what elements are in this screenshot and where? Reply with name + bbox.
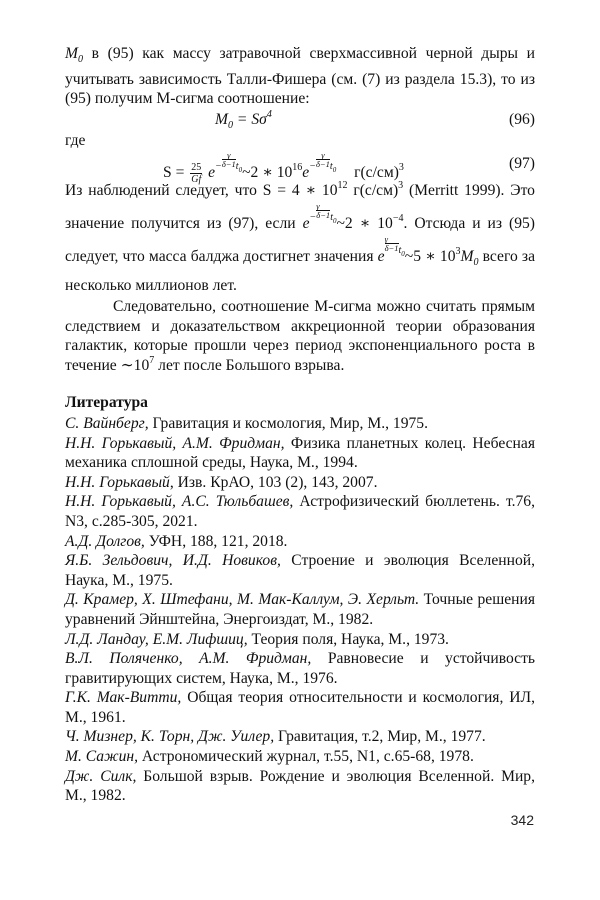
reference-item xyxy=(65,747,535,767)
reference-authors: Д. Крамер, Х. Штефани, М. Мак-Каллум, Э. Херльт. xyxy=(65,591,420,609)
exponent-2: − γ δ−1 t0 xyxy=(309,149,337,174)
reference-item xyxy=(65,532,535,552)
reference-item xyxy=(65,414,535,434)
exponent-1: − γ δ−1 t0 xyxy=(215,149,243,174)
equation-97 xyxy=(65,149,535,185)
where-label: где xyxy=(65,131,86,149)
equation-number-97: (97) xyxy=(509,154,535,172)
reference-item xyxy=(65,473,535,493)
symbol-m0: $M_0$ xyxy=(65,45,83,66)
page-body xyxy=(65,44,535,806)
reference-authors: Н.Н. Горькавый xyxy=(65,473,170,491)
reference-item xyxy=(65,590,535,629)
observation-paragraph: Из наблюдений следует, что S = 4 ∗ $10^{12}$ $г(с/см)^3$ (Merritt 1999). Это значение получится из (97), если $e^{- \frac{\gamma}{\delta-1} t_0}\sim 2$ ∗ $10^{-4}$. Отсюда и из (95) следует, что масса балджа достигнет значения e $^{\frac{\gamma}{\delta-1} t_0}$~5 ∗ $10^3M_0$ всего за несколько миллионов лет. xyxy=(65,179,535,294)
fraction-25-gf: $\frac{25}{Gf}$ xyxy=(191,161,202,185)
reference-authors: Н.Н. Горькавый, А.С. Тюльбашев, xyxy=(65,493,294,511)
references-heading: Литература xyxy=(65,394,148,412)
reference-item xyxy=(65,727,535,747)
reference-authors: А.Д. Долгов, xyxy=(65,532,145,550)
page-number: 342 xyxy=(510,812,534,828)
equation-97-body: S = $\frac{25}{Gf}$ $e^{- \frac{\gamma}{\delta-1} t_0}\sim 2$ ∗ $10^{16}e^{- \frac{\gamma}{\delta-1} t_0}$ $г(с/см)^3$ xyxy=(163,149,404,185)
reference-authors: Я.Б. Зельдович, И.Д. Новиков, xyxy=(65,552,281,570)
reference-authors: В.Л. Поляченко, А.М. Фридман, xyxy=(65,650,312,668)
reference-authors: Ч. Мизнер, К. Торн, Дж. Уилер, xyxy=(65,728,275,746)
reference-text: Астрономический журнал, т.55, N1, с.65-68, 1978. xyxy=(138,748,474,766)
reference-text: Большой взрыв. Рождение и эволюция Вселенной. Мир, М., 1982. xyxy=(65,767,535,805)
reference-text: , Изв. КрАО, 103 (2), 143, 2007. xyxy=(169,473,378,491)
reference-text: Точные решения уравнений Эйнштейна, Энергоиздат, М., 1982. xyxy=(65,591,535,628)
reference-text: Равновесие и устойчивость гравитирующих систем, Наука, М., 1976. xyxy=(65,650,535,687)
reference-item xyxy=(65,767,535,806)
references-list xyxy=(65,414,535,806)
reference-text: Астрофизический бюллетень. т.76, N3, с.285-305, 2021. xyxy=(65,493,535,530)
reference-authors: Н.Н. Горькавый, А.М. Фридман, xyxy=(65,434,285,452)
reference-text: Физика планетных колец. Небесная механика сплошной среды, Наука, М., 1994. xyxy=(65,434,535,472)
reference-authors: Дж. Силк, xyxy=(65,767,137,785)
reference-text: Гравитация, т.2, Мир, М., 1977. xyxy=(274,728,486,746)
reference-item xyxy=(65,630,535,650)
reference-item xyxy=(65,649,535,688)
reference-text: Строение и эволюция Вселенной, Наука, М., 1975. xyxy=(65,552,535,589)
intro-text: в (95) как массу затравочной сверхмассивной черной дыры и учитывать зависимость Талли-Фишера (см. (7) из раздела 15.3), то из (95) получим М-сигма соотношение: xyxy=(65,45,535,108)
conclusion-paragraph: Следовательно, соотношение М-сигма можно считать прямым следствием и доказательством аккреционной теории образования галактик, которые прошли через период экспоненциального роста в течение $\sim 10^7$ лет после Большого взрыва. xyxy=(65,298,535,374)
reference-authors: С. Вайнберг, xyxy=(65,414,149,432)
reference-authors: Л.Д. Ландау, Е.М. Лифшиц, xyxy=(65,630,248,648)
reference-item xyxy=(65,492,535,531)
equation-96-body: $M_0 = S\sigma^4$ xyxy=(215,108,272,131)
reference-text: Теория поля, Наука, М., 1973. xyxy=(247,630,449,648)
reference-text: Общая теория относительности и космология, ИЛ, М., 1961. xyxy=(65,689,535,726)
reference-item xyxy=(65,688,535,727)
reference-item xyxy=(65,434,535,473)
intro-paragraph xyxy=(65,44,535,109)
reference-text: УФН, 188, 121, 2018. xyxy=(144,532,288,550)
reference-authors: М. Сажин, xyxy=(65,748,139,766)
equation-number-96: (96) xyxy=(509,110,535,128)
reference-authors: Г.К. Мак-Витти, xyxy=(65,689,182,707)
reference-text: Гравитация и космология, Мир, М., 1975. xyxy=(148,414,428,432)
reference-item xyxy=(65,551,535,590)
equation-96 xyxy=(65,109,535,131)
